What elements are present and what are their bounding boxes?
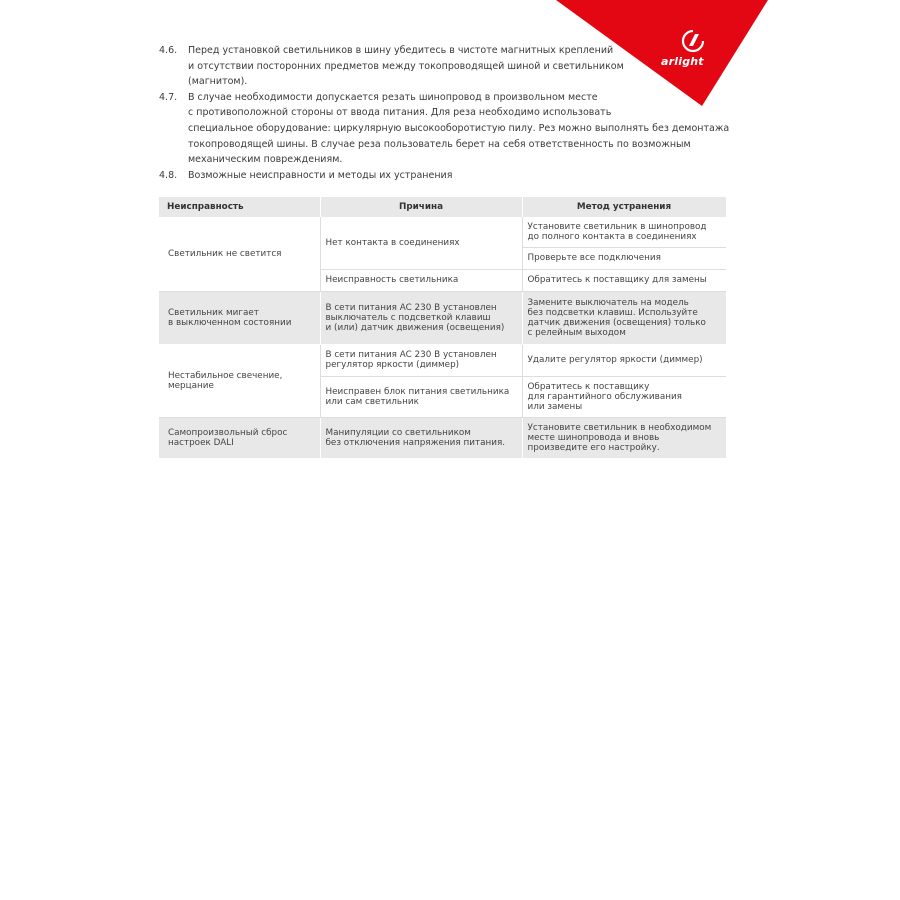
instruction-number: 4.8. [159, 169, 178, 181]
cause-text: выключатель с подсветкой клавиш [325, 312, 491, 323]
fix-cell [522, 376, 726, 417]
fix-cell [522, 417, 726, 458]
fault-text: Самопроизвольный сброс [168, 427, 288, 438]
instruction-line: (магнитом). [188, 76, 248, 88]
instruction-line: механическим повреждениям. [188, 154, 343, 166]
instruction-number: 4.6. [159, 45, 178, 56]
cause-cell [320, 344, 522, 376]
fault-group [159, 344, 726, 417]
fix-text: Замените выключатель на модель [527, 297, 689, 308]
header-cause: Причина [320, 197, 522, 217]
cause-cell [320, 217, 522, 269]
cause-text: Неисправность светильника [325, 275, 459, 285]
instruction-line: Перед установкой светильников в шину убедитесь в чистоте магнитных креплений [188, 45, 614, 56]
cause-text: Неисправен блок питания светильника [325, 386, 510, 397]
fault-group [159, 417, 726, 458]
table-row [159, 217, 726, 247]
fix-text: месте шинопровода и вновь [527, 432, 660, 443]
fault-text: Светильник не светится [168, 248, 282, 259]
instruction-item [159, 168, 729, 184]
fault-text: Светильник мигает [168, 307, 259, 318]
cause-text: В сети питания AC 230 В установлен [325, 302, 497, 313]
fault-text: в выключенном состоянии [168, 317, 292, 328]
cause-cell [320, 417, 522, 458]
instruction-line: токопроводящей шины. В случае реза пользователь берет на себя ответственность по возможным [188, 138, 691, 150]
instruction-line: с противоположной стороны от ввода питания. Для реза необходимо использовать [188, 107, 612, 119]
header-fix: Метод устранения [522, 197, 726, 217]
fix-cell [522, 217, 726, 247]
cause-cell [320, 269, 522, 291]
fault-cell [159, 217, 320, 291]
fix-text: для гарантийного обслуживания [527, 391, 682, 402]
instruction-item [159, 43, 729, 90]
table-row [159, 417, 726, 458]
header-fault: Неисправность [159, 197, 320, 217]
fault-group [159, 291, 726, 344]
brand-logo-text: arlight [661, 55, 704, 68]
instruction-line: В случае необходимости допускается резать шинопровод в произвольном месте [188, 91, 598, 103]
cause-text: Нет контакта в соединениях [325, 237, 460, 248]
fault-group [159, 217, 726, 291]
troubleshooting-table [159, 197, 727, 458]
fix-text: до полного контакта в соединениях [527, 231, 697, 242]
instruction-number: 4.7. [159, 91, 178, 103]
cause-text: регулятор яркости (диммер) [325, 360, 460, 370]
instructions-section [159, 43, 729, 183]
instruction-line: Возможные неисправности и методы их устранения [188, 169, 453, 181]
cause-text: или сам светильник [325, 396, 419, 407]
fix-cell [522, 291, 726, 344]
fault-cell [159, 291, 320, 344]
fix-text: датчик движения (освещения) только [527, 317, 706, 328]
instruction-line: специальное оборудование: циркулярную высокооборотистую пилу. Рез можно выполнять без демонтажа [188, 122, 730, 134]
instruction-text [188, 90, 729, 168]
fix-text: Удалите регулятор яркости (диммер) [527, 355, 703, 365]
fault-text: мерцание [168, 380, 214, 391]
fix-text: произведите его настройку. [527, 442, 660, 453]
cause-cell [320, 376, 522, 417]
fix-text: с релейным выходом [527, 327, 626, 338]
table-row [159, 291, 726, 344]
fault-cell [159, 417, 320, 458]
fault-cell [159, 344, 320, 417]
instruction-text [188, 43, 729, 90]
fix-cell [522, 344, 726, 376]
fix-text: Проверьте все подключения [527, 253, 661, 263]
fix-text: Установите светильник в шинопровод [527, 221, 707, 232]
fault-text: Нестабильное свечение, [168, 370, 283, 381]
table-header-row [159, 197, 726, 217]
fix-text: Установите светильник в необходимом [527, 422, 712, 433]
fix-text: Обратитесь к поставщику [527, 381, 650, 392]
cause-text: В сети питания AC 230 В установлен [325, 350, 497, 360]
instruction-text [188, 168, 729, 184]
fix-text: Обратитесь к поставщику для замены [527, 275, 707, 285]
fix-cell [522, 247, 726, 269]
fix-cell [522, 269, 726, 291]
instruction-item [159, 90, 729, 168]
cause-text: без отключения напряжения питания. [325, 437, 506, 448]
fix-text: без подсветки клавиш. Используйте [527, 307, 698, 318]
fault-text: настроек DALI [168, 437, 234, 448]
cause-text: Манипуляции со светильником [325, 427, 471, 438]
instruction-line: и отсутствии посторонних предметов между токопроводящей шиной и светильником [188, 60, 624, 72]
table-row [159, 344, 726, 376]
fix-text: или замены [527, 401, 583, 412]
cause-cell [320, 291, 522, 344]
cause-text: и (или) датчик движения (освещения) [325, 322, 505, 333]
